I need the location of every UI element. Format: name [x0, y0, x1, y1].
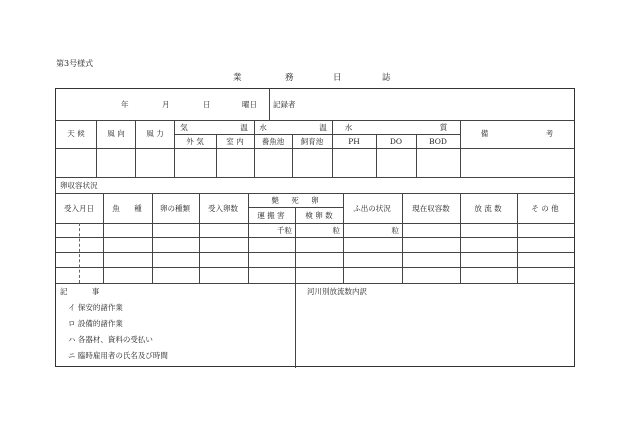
rule	[292, 134, 293, 177]
sorted-eggs-header: 検 卵 数	[305, 211, 333, 220]
other-header: そ の 他	[531, 204, 559, 213]
outside-air-header: 外 気	[186, 137, 204, 146]
rule	[295, 283, 296, 368]
rearing-pond-header: 飼育池	[300, 137, 324, 146]
note-item: ロ 設備的諸作業	[68, 319, 123, 328]
rule	[56, 237, 574, 238]
rule	[216, 134, 217, 177]
hatching-status-header: ふ出の状況	[353, 204, 391, 213]
rule	[56, 252, 574, 253]
bod-header: BOD	[429, 137, 447, 146]
ph-header: PH	[348, 137, 360, 146]
title-char-4: 誌	[382, 73, 391, 83]
receipt-date-header: 受入月日	[64, 204, 94, 213]
released-count-header: 放 流 数	[474, 204, 502, 213]
rule	[402, 193, 403, 283]
title-char-3: 日	[333, 73, 342, 83]
culture-pond-header: 養魚池	[261, 137, 285, 146]
form-number: 第3号様式	[56, 59, 94, 68]
recorder-label: 記録者	[273, 100, 296, 109]
rule	[343, 193, 344, 283]
note-item: ニ 臨時雇用者の氏名及び時間	[68, 351, 168, 360]
notes-title: 記 事	[60, 287, 100, 296]
rule-dashed	[79, 223, 80, 283]
dead-eggs-header: 斃 死 卵	[271, 196, 319, 205]
egg-section-title: 卵収容状況	[60, 181, 98, 190]
indoor-header: 室 内	[226, 137, 244, 146]
rule	[460, 120, 461, 177]
water-quality-header: 水 質	[344, 123, 448, 132]
remarks-header: 備 考	[480, 129, 554, 138]
work-log-form	[55, 88, 575, 367]
rule	[56, 267, 574, 268]
weather-header: 天 候	[67, 129, 85, 138]
rule	[56, 283, 574, 284]
rule	[103, 193, 104, 283]
rule	[517, 193, 518, 283]
eggs-received-header: 受入卵数	[208, 204, 238, 213]
rule	[56, 148, 574, 149]
river-breakdown-title: 河川別放流数内訳	[307, 287, 367, 296]
do-header: DO	[389, 137, 403, 146]
rule	[56, 193, 574, 194]
title-char-1: 業	[233, 73, 242, 83]
rule	[152, 193, 153, 283]
rule	[376, 134, 377, 177]
rule	[295, 207, 296, 283]
rule	[56, 177, 574, 178]
day-label: 日	[203, 100, 211, 109]
transport-damage-header: 運 搬 害	[257, 211, 285, 220]
note-item: イ 保安的諸作業	[68, 303, 123, 312]
unit-thousand-grains: 千粒	[277, 226, 292, 235]
wind-direction-header: 風 向	[107, 129, 125, 138]
year-label: 年	[121, 100, 129, 109]
water-temp-header: 水 温	[259, 123, 327, 132]
rule	[269, 89, 270, 120]
rule	[254, 120, 255, 177]
title-char-2: 務	[285, 73, 294, 83]
wind-speed-header: 風 力	[146, 129, 164, 138]
rule	[248, 193, 249, 283]
rule	[332, 120, 333, 177]
air-temp-header: 気 温	[180, 123, 248, 132]
rule	[416, 134, 417, 177]
rule	[199, 193, 200, 283]
note-item: ハ 各器材、資料の受払い	[68, 335, 153, 344]
rule	[135, 120, 136, 177]
rule	[460, 193, 461, 283]
rule	[96, 120, 97, 177]
unit-grains: 粒	[391, 226, 399, 235]
rule	[174, 120, 175, 177]
egg-type-header: 卵の種類	[160, 204, 190, 213]
month-label: 月	[162, 100, 170, 109]
weekday-label: 曜日	[242, 100, 257, 109]
rule	[56, 223, 574, 224]
unit-grains: 粒	[332, 226, 340, 235]
rule	[56, 120, 574, 121]
fish-species-header: 魚 種	[112, 204, 142, 213]
current-stock-header: 現在収容数	[412, 204, 450, 213]
